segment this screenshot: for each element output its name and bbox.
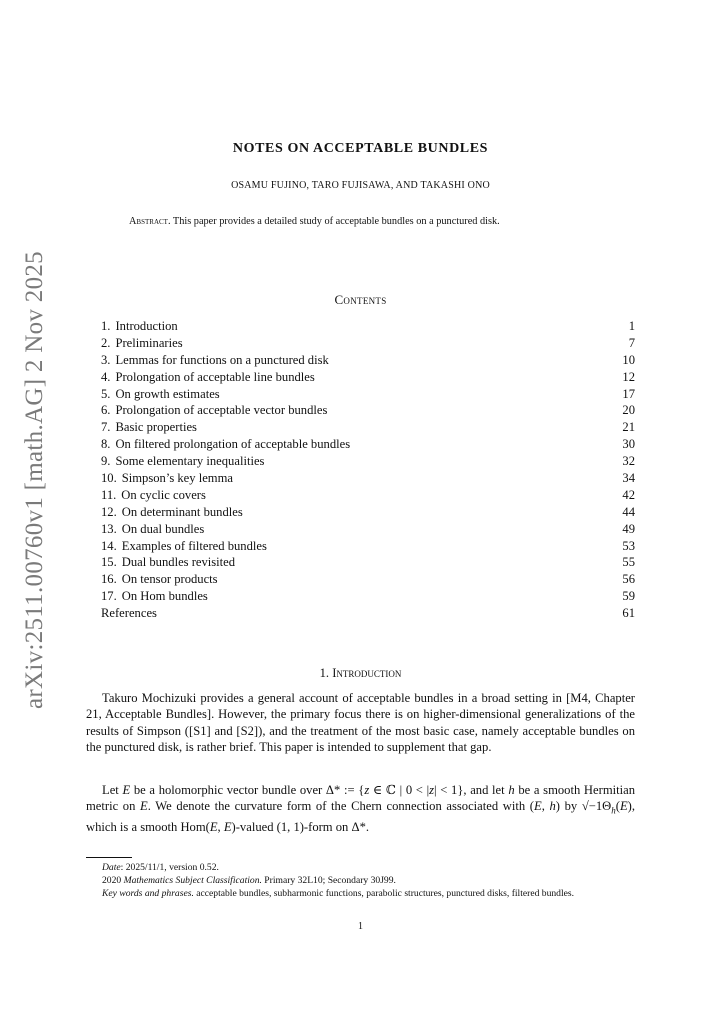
footnote-label: Key words and phrases. bbox=[102, 888, 194, 899]
abstract bbox=[129, 215, 595, 228]
text-span: ), which is a smooth Hom( bbox=[86, 799, 636, 835]
toc-entry bbox=[101, 402, 635, 419]
table-of-contents bbox=[101, 318, 635, 622]
toc-number: 9. bbox=[101, 454, 111, 469]
toc-page-number: 44 bbox=[622, 504, 635, 519]
math-var: E bbox=[534, 799, 542, 814]
toc-page-number: 55 bbox=[622, 555, 635, 570]
text-span: be a smooth Hermitian metric on bbox=[86, 783, 635, 814]
footnote-value: Primary 32L10; Secondary 30J99. bbox=[261, 875, 396, 886]
toc-title: Basic properties bbox=[115, 420, 197, 435]
toc-page-number: 21 bbox=[622, 420, 635, 435]
toc-title: Lemmas for functions on a punctured disk bbox=[115, 352, 329, 367]
toc-page-number: 61 bbox=[622, 606, 635, 621]
toc-page-number: 7 bbox=[628, 335, 635, 350]
toc-number: 15. bbox=[101, 555, 117, 570]
footnote-label: Mathematics Subject Classification. bbox=[123, 875, 262, 886]
toc-title: On dual bundles bbox=[121, 521, 205, 536]
toc-number: 16. bbox=[101, 572, 117, 587]
toc-title: Prolongation of acceptable line bundles bbox=[115, 369, 315, 384]
toc-page-number: 17 bbox=[622, 386, 635, 401]
text-span: | < 1}, and let bbox=[434, 783, 509, 797]
math-subscript: h bbox=[611, 805, 616, 816]
toc-number: 17. bbox=[101, 589, 117, 604]
toc-page-number: 59 bbox=[622, 589, 635, 604]
toc-title: On filtered prolongation of acceptable bundles bbox=[115, 437, 351, 452]
toc-number: 8. bbox=[101, 437, 111, 452]
toc-entry bbox=[101, 504, 635, 521]
toc-entry bbox=[101, 419, 635, 436]
toc-entry bbox=[101, 588, 635, 605]
toc-entry bbox=[101, 386, 635, 403]
toc-title: On cyclic covers bbox=[121, 487, 206, 502]
paper-authors: OSAMU FUJINO, TARO FUJISAWA, AND TAKASHI ONO bbox=[231, 180, 490, 191]
toc-entry bbox=[101, 538, 635, 555]
text-span: )-valued (1, 1)-form on Δ*. bbox=[231, 820, 370, 835]
math-var: h bbox=[508, 783, 515, 797]
toc-entry bbox=[101, 571, 635, 588]
math-var: E bbox=[122, 783, 131, 797]
toc-title: On Hom bundles bbox=[121, 589, 208, 604]
footnotes bbox=[86, 861, 635, 900]
toc-page-number: 12 bbox=[622, 369, 635, 384]
toc-number: 7. bbox=[101, 420, 111, 435]
math-var: h bbox=[549, 799, 556, 814]
math-var: E bbox=[619, 799, 628, 814]
toc-number: 5. bbox=[101, 386, 111, 401]
toc-page-number: 30 bbox=[622, 437, 635, 452]
footnote-year: 2020 bbox=[102, 875, 124, 886]
toc-title: Some elementary inequalities bbox=[115, 454, 265, 469]
toc-number: 4. bbox=[101, 369, 111, 384]
toc-page-number: 32 bbox=[622, 454, 635, 469]
footnote-date bbox=[86, 861, 635, 874]
toc-number: 14. bbox=[101, 538, 117, 553]
text-span: be a holomorphic vector bundle over Δ* := { bbox=[130, 783, 365, 797]
toc-page-number: 10 bbox=[622, 352, 635, 367]
toc-number: 3. bbox=[101, 352, 111, 367]
arxiv-identifier: arXiv:2511.00760v1 [math.AG] 2 Nov 2025 bbox=[21, 251, 48, 709]
toc-number: 2. bbox=[101, 335, 111, 350]
math-var: E bbox=[223, 820, 232, 835]
toc-entry bbox=[101, 335, 635, 352]
toc-entry bbox=[101, 318, 635, 335]
text-span: , bbox=[217, 820, 224, 835]
toc-page-number: 20 bbox=[622, 403, 635, 418]
section-title: Introduction bbox=[332, 666, 402, 680]
math-var: E bbox=[209, 820, 218, 835]
page-number: 1 bbox=[358, 921, 363, 932]
toc-page-number: 49 bbox=[622, 521, 635, 536]
toc-title: References bbox=[101, 606, 157, 621]
math-var: E bbox=[140, 799, 148, 814]
toc-title: On tensor products bbox=[121, 572, 218, 587]
toc-number: 10. bbox=[101, 471, 117, 486]
footnote-keywords bbox=[86, 887, 635, 900]
toc-page-number: 42 bbox=[622, 487, 635, 502]
toc-entry bbox=[101, 605, 635, 622]
toc-page-number: 56 bbox=[622, 572, 635, 587]
footnote-label: Date bbox=[102, 862, 121, 873]
toc-title: Prolongation of acceptable vector bundles bbox=[115, 403, 328, 418]
footnote-value: : 2025/11/1, version 0.52. bbox=[120, 862, 219, 873]
abstract-text: This paper provides a detailed study of acceptable bundles on a punctured disk. bbox=[172, 216, 500, 227]
paper-title: NOTES ON ACCEPTABLE BUNDLES bbox=[232, 141, 489, 156]
text-span: ) by √−1Θ bbox=[555, 799, 612, 814]
math-var: z bbox=[429, 783, 435, 797]
contents-heading: Contents bbox=[334, 292, 387, 307]
text-span: ( bbox=[615, 799, 620, 814]
toc-title: On determinant bundles bbox=[121, 504, 243, 519]
text-span: . We denote the curvature form of the Chern connection associated with ( bbox=[147, 799, 534, 814]
footnote-rule bbox=[86, 857, 132, 858]
toc-title: On growth estimates bbox=[115, 386, 220, 401]
toc-entry bbox=[101, 369, 635, 386]
intro-paragraph-1 bbox=[86, 690, 635, 756]
intro-paragraph-2 bbox=[86, 782, 635, 836]
toc-entry bbox=[101, 352, 635, 369]
math-var: z bbox=[364, 783, 370, 797]
toc-number: 11. bbox=[101, 487, 117, 502]
toc-page-number: 1 bbox=[628, 319, 635, 333]
toc-number: 6. bbox=[101, 403, 111, 418]
toc-number: 1. bbox=[101, 319, 111, 333]
toc-entry bbox=[101, 554, 635, 571]
section-number: 1. bbox=[319, 666, 330, 680]
footnote-msc bbox=[86, 874, 635, 887]
text-span: ∈ ℂ | 0 < | bbox=[369, 783, 430, 797]
paragraph-text: Takuro Mochizuki provides a general account of acceptable bundles in a broad setting in [M4, Chapter 21, Acceptable Bundles]. However, the primary focus there is on higher-dimensional generalizations of the results of Simpson ([S1] and [S2]), and the treatment of the most basic case, namely acceptable bundles on the punctured disk, is rather brief. This paper is intended to supplement that gap. bbox=[86, 691, 635, 755]
toc-title: Simpson’s key lemma bbox=[121, 471, 233, 486]
text-span: Let bbox=[102, 783, 123, 797]
toc-number: 12. bbox=[101, 504, 117, 519]
toc-title: Introduction bbox=[115, 319, 178, 333]
toc-entry bbox=[101, 521, 635, 538]
section-heading bbox=[0, 666, 721, 681]
paragraph-text bbox=[86, 782, 635, 836]
toc-number: 13. bbox=[101, 521, 117, 536]
text-span: , bbox=[541, 799, 550, 814]
toc-page-number: 34 bbox=[622, 471, 635, 486]
toc-title: Examples of filtered bundles bbox=[121, 538, 267, 553]
toc-entry bbox=[101, 453, 635, 470]
abstract-label: Abstract. bbox=[129, 216, 171, 227]
toc-entry bbox=[101, 436, 635, 453]
toc-title: Preliminaries bbox=[115, 335, 183, 350]
toc-title: Dual bundles revisited bbox=[121, 555, 236, 570]
toc-entry bbox=[101, 487, 635, 504]
toc-page-number: 53 bbox=[622, 538, 635, 553]
toc-entry bbox=[101, 470, 635, 487]
footnote-value: acceptable bundles, subharmonic functions, parabolic structures, punctured disks, filtered bundles. bbox=[193, 888, 575, 899]
